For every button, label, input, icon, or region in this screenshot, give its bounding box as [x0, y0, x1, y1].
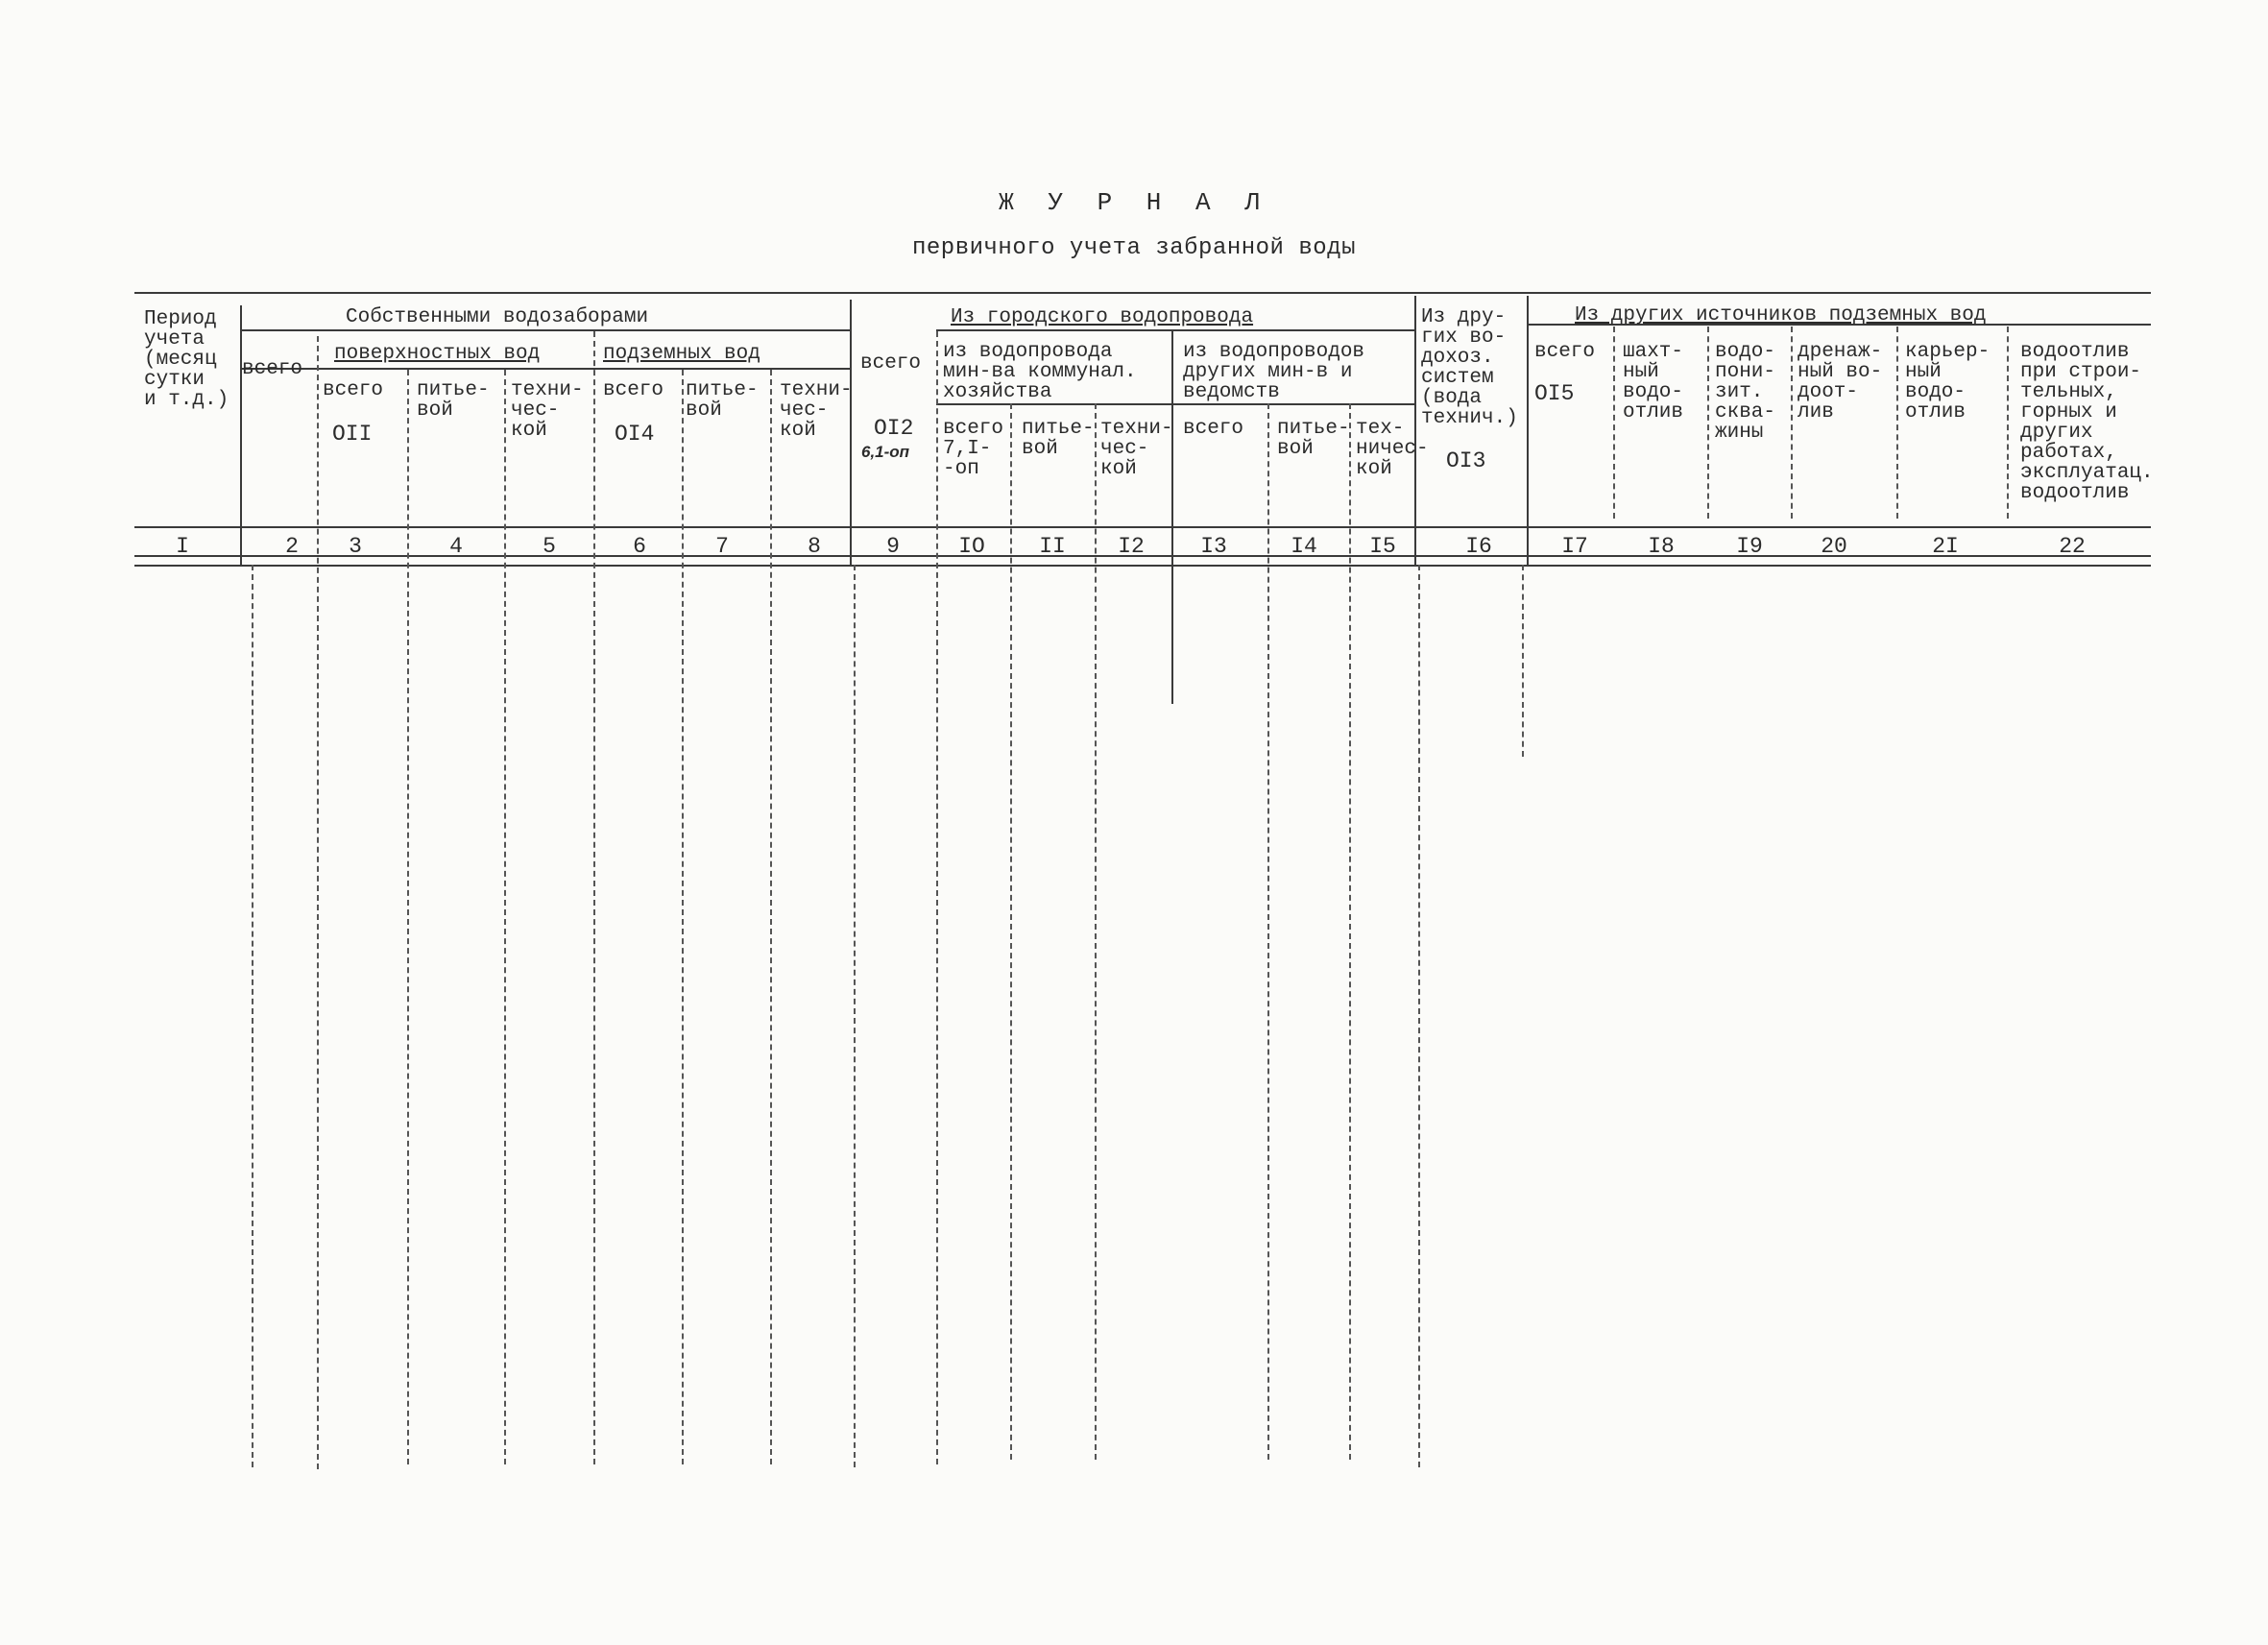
- document-title: Ж У Р Н А Л: [999, 188, 1269, 217]
- column-number: 4: [449, 534, 463, 559]
- column-number: 20: [1821, 534, 1847, 559]
- other-systems-header: Из дру- гих во- дохоз. систем (вода технич.): [1421, 306, 1518, 429]
- surface-total-code: OII: [332, 422, 373, 447]
- column-number: 8: [808, 534, 821, 559]
- city-total-code: OI2: [874, 416, 914, 441]
- other-underground-header: Из других источников подземных вод: [1575, 304, 1987, 327]
- lowering-wells-header: водо- пони- зит. сква- жины: [1715, 341, 1776, 444]
- column-number: I2: [1118, 534, 1145, 559]
- column-number: 3: [349, 534, 362, 559]
- quarry-drainage-header: карьер- ный водо- отлив: [1905, 341, 1991, 423]
- column-number: I4: [1291, 534, 1317, 559]
- city-supply-header: Из городского водопровода: [951, 306, 1254, 328]
- column-number: II: [1039, 534, 1066, 559]
- column-number: 9: [886, 534, 900, 559]
- column-number: I7: [1561, 534, 1588, 559]
- city-total-header: всего: [860, 352, 922, 375]
- column-number: 2I: [1932, 534, 1959, 559]
- surface-total-header: всего: [323, 379, 384, 401]
- other-underground-total-header: всего: [1534, 341, 1596, 363]
- column-number: I8: [1648, 534, 1675, 559]
- document-subtitle: первичного учета забранной воды: [912, 235, 1356, 261]
- city-total-note: 6,1-оп: [861, 443, 910, 461]
- column-number: I6: [1465, 534, 1492, 559]
- column-number: I5: [1369, 534, 1396, 559]
- other-systems-code: OI3: [1446, 448, 1486, 473]
- other-ministries-technical-header: тех- ничес- кой: [1356, 418, 1429, 480]
- column-number: 5: [543, 534, 556, 559]
- communal-header: из водопровода мин-ва коммунал. хозяйства: [943, 341, 1137, 403]
- drainage-header: дренаж- ный во- доот- лив: [1798, 341, 1883, 423]
- underground-total-header: всего: [603, 379, 664, 401]
- other-underground-total-code: OI5: [1534, 381, 1575, 406]
- column-number: 7: [715, 534, 729, 559]
- mine-drainage-header: шахт- ный водо- отлив: [1623, 341, 1684, 423]
- communal-total-header: всего 7,I- -оп: [943, 418, 1004, 480]
- column-number: I3: [1200, 534, 1227, 559]
- other-ministries-total-header: всего: [1183, 418, 1244, 440]
- other-ministries-drinking-header: питье- вой: [1277, 418, 1350, 460]
- surface-water-header: поверхностных вод: [334, 343, 541, 365]
- communal-technical-header: техни- чес- кой: [1100, 418, 1173, 480]
- underground-total-code: OI4: [615, 422, 655, 447]
- communal-drinking-header: питье- вой: [1022, 418, 1095, 460]
- column-number: IO: [958, 534, 985, 559]
- column-number: I9: [1736, 534, 1763, 559]
- column-number: 6: [633, 534, 646, 559]
- other-ministries-header: из водопроводов других мин-в и ведомств: [1183, 341, 1365, 403]
- surface-technical-header: техни- чес- кой: [511, 379, 584, 442]
- period-header: Период учета (месяц сутки и т.д.): [144, 308, 229, 411]
- column-number: 2: [285, 534, 299, 559]
- underground-water-header: подземных вод: [603, 343, 760, 365]
- surface-drinking-header: питье- вой: [417, 379, 490, 422]
- own-total-header: всего: [242, 358, 303, 380]
- underground-drinking-header: питье- вой: [686, 379, 759, 422]
- column-number: 22: [2059, 534, 2086, 559]
- construction-drainage-header: водоотлив при строи- тельных, горных и других работах, эксплуатац. водоотлив: [2020, 341, 2154, 504]
- column-number: I: [176, 534, 189, 559]
- own-intakes-header: Собственными водозаборами: [346, 306, 649, 328]
- underground-technical-header: техни- чес- кой: [780, 379, 853, 442]
